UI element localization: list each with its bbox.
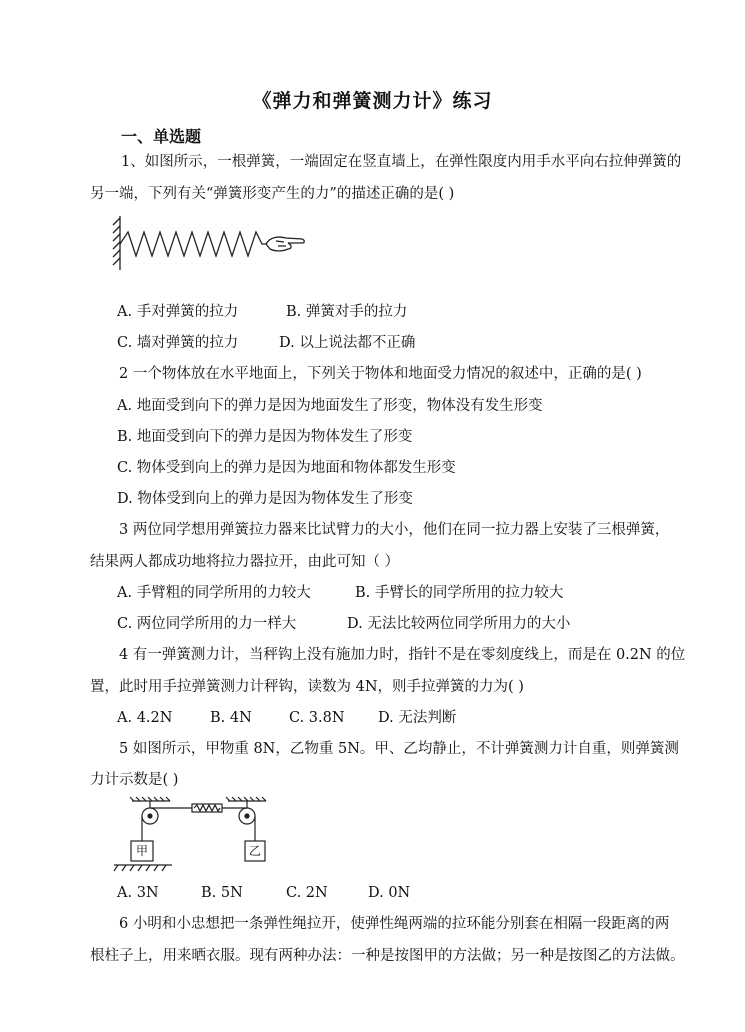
block-jia-label: 甲 bbox=[135, 844, 148, 858]
question-6-line-1: 6 小明和小忠想把一条弹性绳拉开，使弹性绳两端的拉环能分别套在相隔一段距离的两 bbox=[119, 916, 670, 932]
section-heading: 一、单选题 bbox=[121, 127, 202, 146]
question-5-option-c: C. 2N bbox=[286, 885, 328, 901]
question-6-line-2: 根柱子上，用来晒衣服。现有两种办法：一种是按图甲的方法做；另一种是按图乙的方法做。 bbox=[90, 948, 685, 964]
question-1-option-c: C. 墙对弹簧的拉力 bbox=[117, 335, 239, 351]
question-3-option-a: A. 手臂粗的同学所用的力较大 bbox=[117, 585, 311, 601]
question-3-option-b: B. 手臂长的同学所用的拉力较大 bbox=[355, 585, 564, 601]
question-3-line-1: 3 两位同学想用弹簧拉力器来比试臂力的大小，他们在同一拉力器上安装了三根弹簧， bbox=[119, 522, 670, 538]
question-5-option-b: B. 5N bbox=[201, 885, 243, 901]
question-3-option-c: C. 两位同学所用的力一样大 bbox=[117, 616, 297, 632]
question-4-option-d: D. 无法判断 bbox=[378, 710, 457, 726]
question-1-option-d: D. 以上说法都不正确 bbox=[279, 335, 416, 351]
question-2-option-a: A. 地面受到向下的弹力是因为地面发生了形变，物体没有发生形变 bbox=[117, 398, 543, 414]
question-1-option-b: B. 弹簧对手的拉力 bbox=[286, 304, 408, 320]
question-4-line-2: 置，此时用手拉弹簧测力计秤钩，读数为 4N，则手拉弹簧的力为( ) bbox=[90, 679, 524, 695]
question-5-line-1: 5 如图所示，甲物重 8N，乙物重 5N。甲、乙均静止，不计弹簧测力计自重，则弹簧测 bbox=[119, 741, 679, 757]
question-4-option-b: B. 4N bbox=[210, 710, 252, 726]
block-yi-label: 乙 bbox=[248, 844, 261, 858]
question-5-option-a: A. 3N bbox=[117, 885, 159, 901]
question-3-option-d: D. 无法比较两位同学所用力的大小 bbox=[347, 616, 571, 632]
question-1-option-a: A. 手对弹簧的拉力 bbox=[117, 304, 239, 320]
question-2-option-b: B. 地面受到向下的弹力是因为物体发生了形变 bbox=[117, 429, 413, 445]
question-5-line-2: 力计示数是( ) bbox=[90, 772, 179, 788]
question-2-line-1: 2 一个物体放在水平地面上，下列关于物体和地面受力情况的叙述中，正确的是( ) bbox=[119, 366, 642, 382]
question-4-line-1: 4 有一弹簧测力计，当秤钩上没有施加力时，指针不是在零刻度线上，而是在 0.2N 的位 bbox=[119, 647, 686, 663]
spring-wall-hand-figure bbox=[110, 212, 310, 272]
question-2-option-d: D. 物体受到向上的弹力是因为物体发生了形变 bbox=[117, 491, 413, 507]
question-3-line-2: 结果两人都成功地将拉力器拉开，由此可知（ ） bbox=[90, 554, 400, 570]
question-1-line-1: 1、如图所示，一根弹簧，一端固定在竖直墙上，在弹性限度内用手水平向右拉伸弹簧的 bbox=[121, 154, 682, 170]
page-title: 《弹力和弹簧测力计》练习 bbox=[252, 90, 493, 112]
pulley-spring-scale-figure bbox=[110, 795, 280, 873]
question-4-option-a: A. 4.2N bbox=[117, 710, 173, 726]
question-2-option-c: C. 物体受到向上的弹力是因为地面和物体都发生形变 bbox=[117, 460, 456, 476]
question-1-line-2: 另一端，下列有关“弹簧形变产生的力”的描述正确的是( ) bbox=[90, 186, 455, 202]
question-4-option-c: C. 3.8N bbox=[289, 710, 345, 726]
question-5-option-d: D. 0N bbox=[368, 885, 411, 901]
